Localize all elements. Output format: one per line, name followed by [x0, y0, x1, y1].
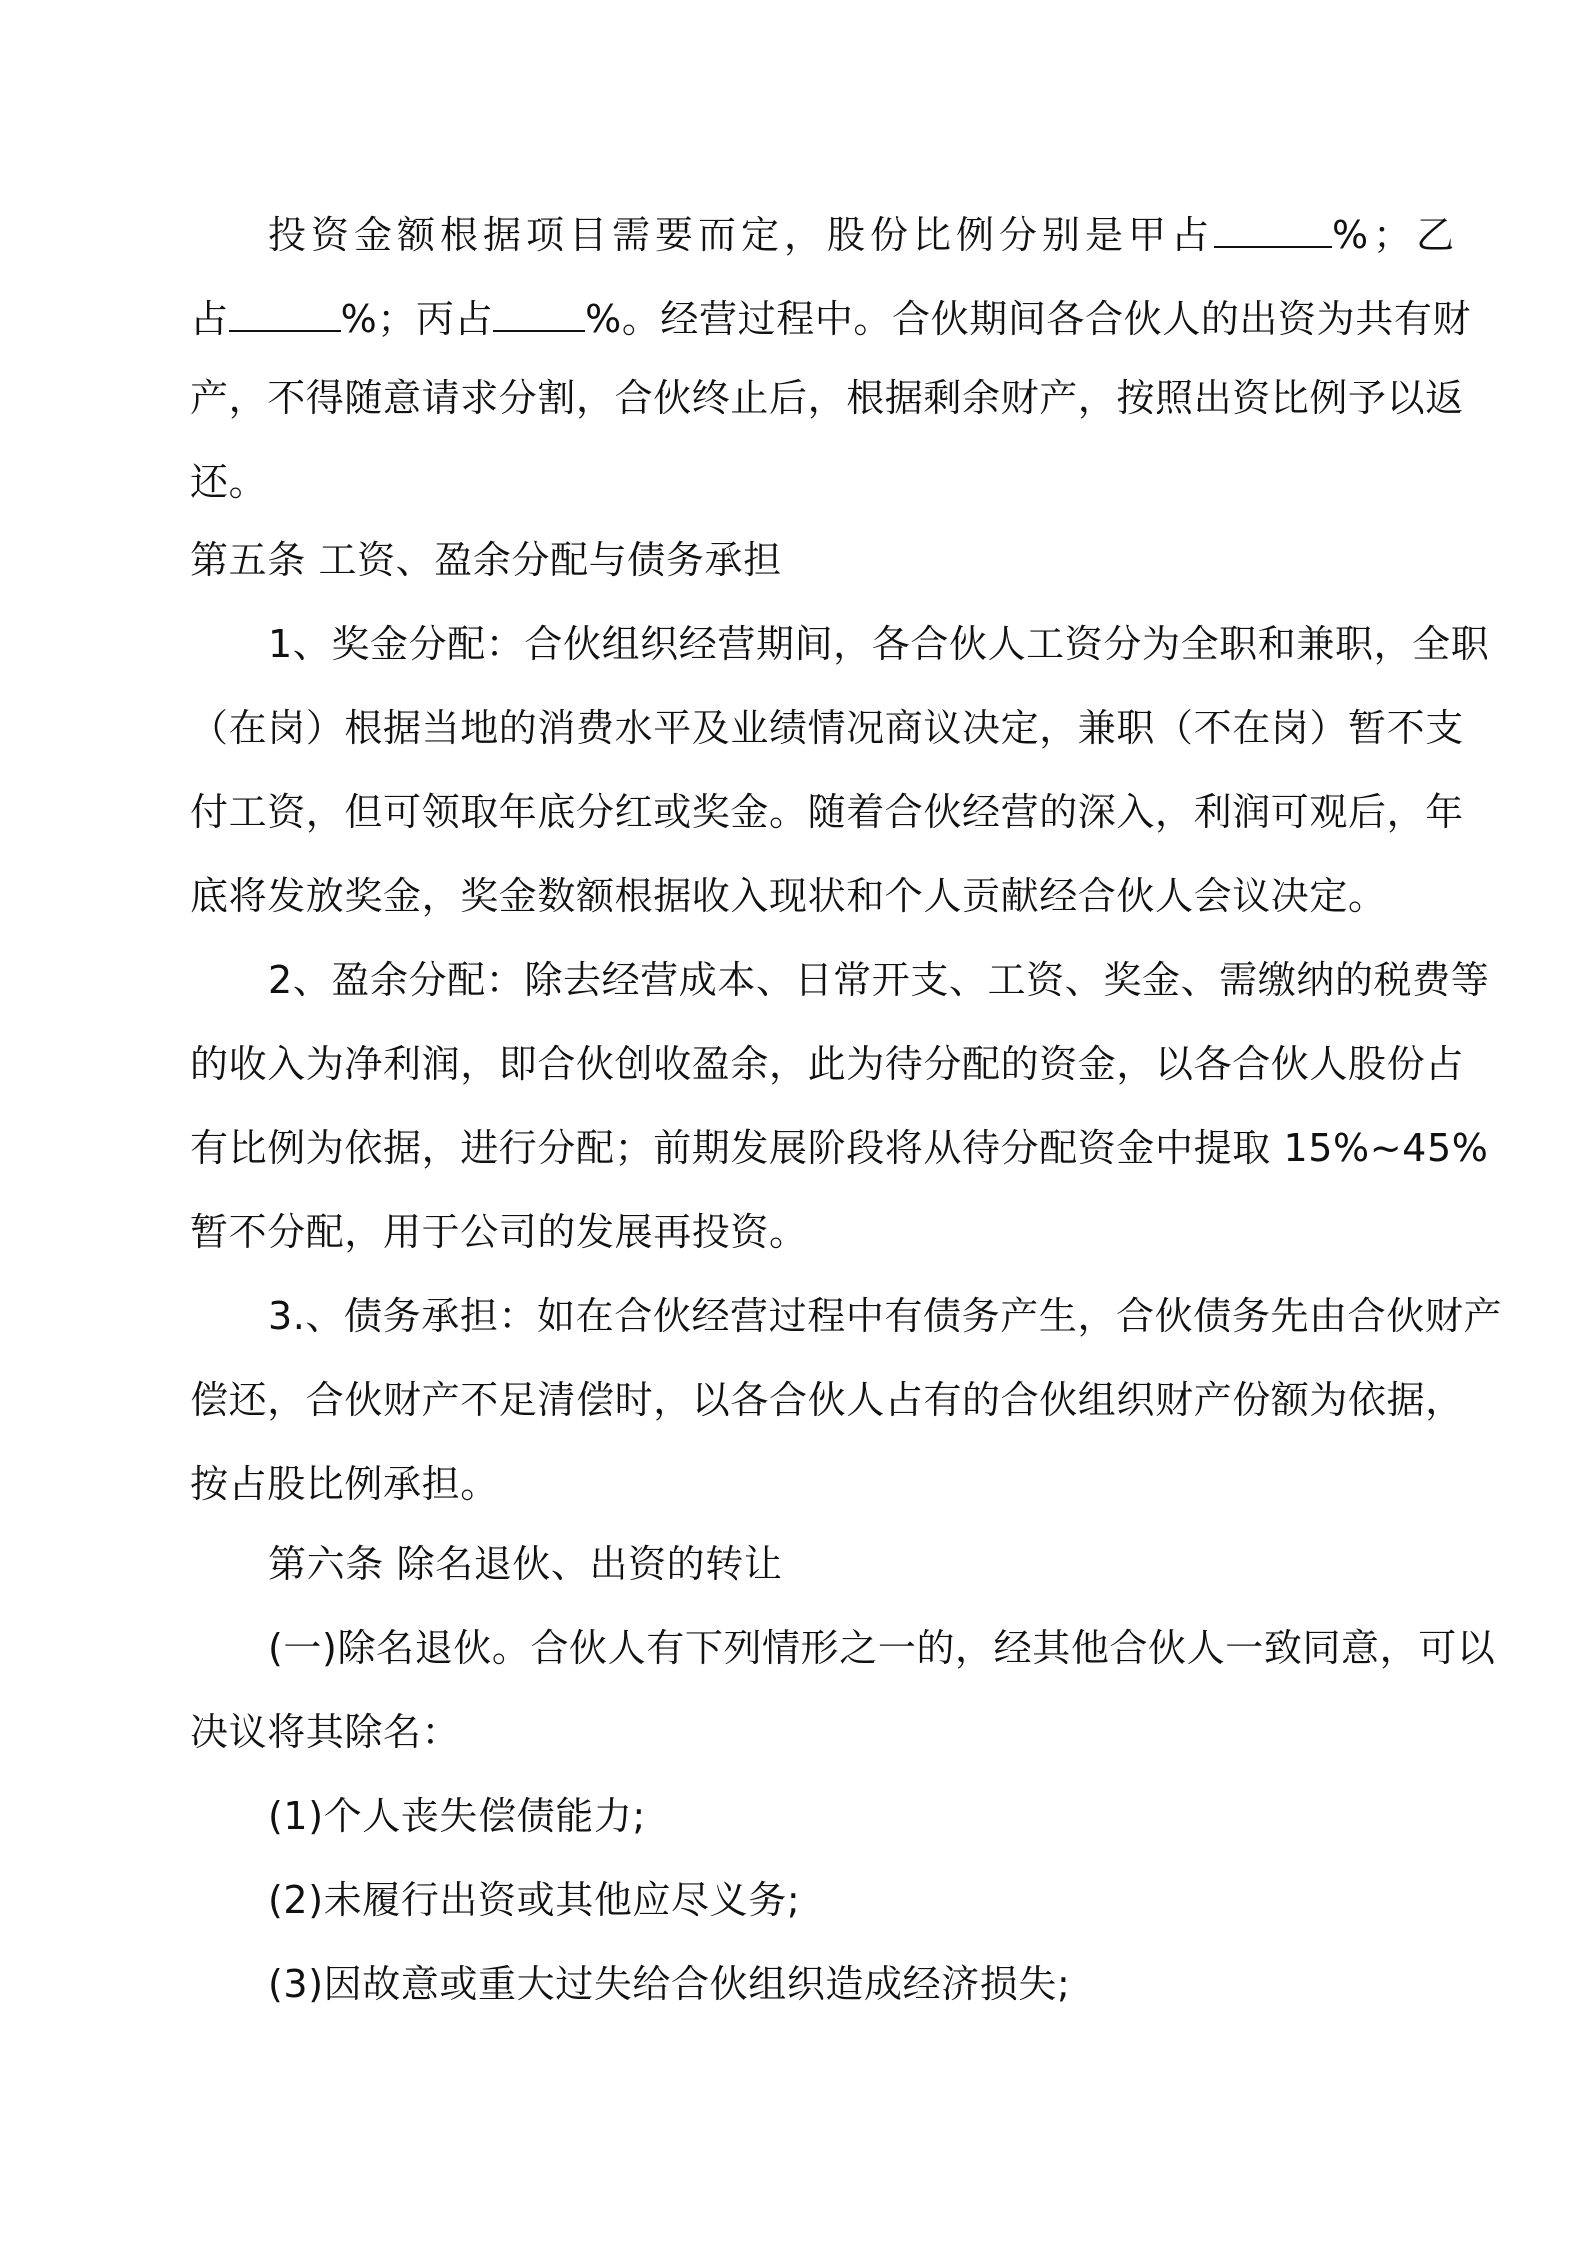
- share-c-suffix: %。经营过程中。合伙期间各合伙人的出资为共有财: [585, 297, 1472, 341]
- article-6-heading: 第六条 除名退伙、出资的转让: [268, 1542, 783, 1586]
- investment-line-3: 产，不得随意请求分割，合伙终止后，根据剩余财产，按照出资比例予以返: [190, 376, 1464, 420]
- share-b-prefix: 占: [190, 297, 229, 341]
- list-item: (1)个人丧失偿债能力;: [268, 1794, 646, 1838]
- share-c-prefix: %；丙占: [340, 297, 494, 341]
- bonus-line-4: 底将发放奖金，奖金数额根据收入现状和个人贡献经合伙人会议决定。: [190, 874, 1387, 918]
- debt-line-2: 偿还，合伙财产不足清偿时，以各合伙人占有的合伙组织财产份额为依据，: [190, 1378, 1464, 1422]
- investment-line-4: 还。: [190, 460, 268, 504]
- investment-line-2: [190, 290, 1472, 343]
- surplus-line-4: 暂不分配，用于公司的发展再投资。: [190, 1210, 808, 1254]
- debt-line-1: 3.、债务承担：如在合伙经营过程中有债务产生，合伙债务先由合伙财产: [268, 1294, 1503, 1338]
- surplus-line-1: 2、盈余分配：除去经营成本、日常开支、工资、奖金、需缴纳的税费等: [268, 958, 1490, 1002]
- bonus-line-3: 付工资，但可领取年底分红或奖金。随着合伙经营的深入，利润可观后，年: [190, 790, 1464, 834]
- surplus-line-3: 有比例为依据，进行分配；前期发展阶段将从待分配资金中提取 15%~45%: [190, 1126, 1489, 1170]
- bonus-line-1: 1、奖金分配：合伙组织经营期间，各合伙人工资分为全职和兼职，全职: [268, 622, 1490, 666]
- list-item: (2)未履行出资或其他应尽义务;: [268, 1878, 801, 1922]
- expulsion-line-1: (一)除名退伙。合伙人有下列情形之一的，经其他合伙人一致同意，可以: [268, 1626, 1496, 1670]
- article-5-heading: 第五条 工资、盈余分配与债务承担: [190, 538, 782, 582]
- investment-text: 投资金额根据项目需要而定，股份比例分别是甲占: [268, 213, 1215, 257]
- share-a-suffix: %；乙: [1332, 213, 1460, 257]
- surplus-line-2: 的收入为净利润，即合伙创收盈余，此为待分配的资金，以各合伙人股份占: [190, 1042, 1464, 1086]
- debt-line-3: 按占股比例承担。: [190, 1462, 499, 1506]
- investment-line-1: [268, 206, 1460, 259]
- share-a-blank[interactable]: [1214, 206, 1332, 248]
- bonus-line-2: （在岗）根据当地的消费水平及业绩情况商议决定，兼职（不在岗）暂不支: [190, 706, 1464, 750]
- expulsion-line-2: 决议将其除名：: [190, 1710, 461, 1754]
- share-b-blank[interactable]: [229, 290, 341, 332]
- share-c-blank[interactable]: [493, 290, 585, 332]
- list-item: (3)因故意或重大过失给合伙组织造成经济损失;: [268, 1962, 1071, 2006]
